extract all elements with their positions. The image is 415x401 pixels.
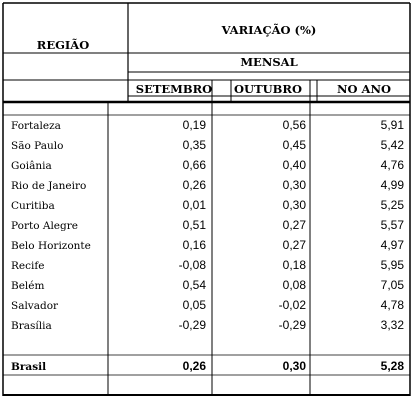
value-cell: -0,29 [278,318,306,332]
region-cell: Fortaleza [11,120,61,132]
value-cell: 5,95 [380,258,404,272]
monthly-header: MENSAL [240,55,298,69]
value-cell: 0,08 [282,278,306,292]
value-cell: 0,30 [282,198,306,212]
region-cell: Recife [11,260,45,272]
region-cell: Goiânia [11,160,52,172]
value-cell: 0,51 [182,218,206,232]
value-cell: 0,05 [182,298,206,312]
value-cell: 4,97 [380,238,404,252]
value-cell: -0,29 [178,318,206,332]
value-cell: 0,56 [282,118,306,132]
region-cell: Porto Alegre [11,220,78,232]
table-body [11,118,404,373]
total-value-cell: 0,30 [282,359,306,373]
total-region-cell: Brasil [11,361,47,373]
column-header-setembro: SETEMBRO [135,82,213,96]
value-cell: 5,25 [380,198,404,212]
total-value-cell: 5,28 [380,359,404,373]
total-value-cell: 0,26 [182,359,206,373]
variation-header: VARIAÇÃO (%) [221,23,317,37]
value-cell: 0,40 [282,158,306,172]
region-cell: Curitiba [11,200,55,212]
value-cell: -0,08 [178,258,206,272]
value-cell: 0,19 [182,118,206,132]
value-cell: 7,05 [380,278,404,292]
value-cell: 5,57 [380,218,404,232]
value-cell: 5,91 [380,118,404,132]
region-cell: Brasília [11,320,52,332]
value-cell: 4,76 [380,158,404,172]
region-cell: Rio de Janeiro [11,180,87,192]
value-cell: 0,18 [282,258,306,272]
region-cell: Belo Horizonte [11,240,91,252]
value-cell: 0,16 [182,238,206,252]
value-cell: 5,42 [380,138,404,152]
column-header-no-ano: NO ANO [337,82,391,96]
value-cell: 0,54 [182,278,206,292]
value-cell: -0,02 [278,298,306,312]
column-header-outubro: OUTUBRO [234,82,302,96]
value-cell: 0,35 [182,138,206,152]
table-lines [3,3,410,396]
region-header: REGIÃO [36,38,90,52]
value-cell: 4,99 [380,178,404,192]
value-cell: 0,01 [182,198,206,212]
value-cell: 0,45 [282,138,306,152]
value-cell: 3,32 [380,318,404,332]
value-cell: 0,30 [282,178,306,192]
region-cell: São Paulo [11,140,64,152]
value-cell: 0,66 [182,158,206,172]
value-cell: 0,26 [182,178,206,192]
value-cell: 0,27 [282,218,306,232]
value-cell: 0,27 [282,238,306,252]
region-cell: Salvador [11,300,59,312]
value-cell: 4,78 [380,298,404,312]
region-cell: Belém [11,280,45,292]
